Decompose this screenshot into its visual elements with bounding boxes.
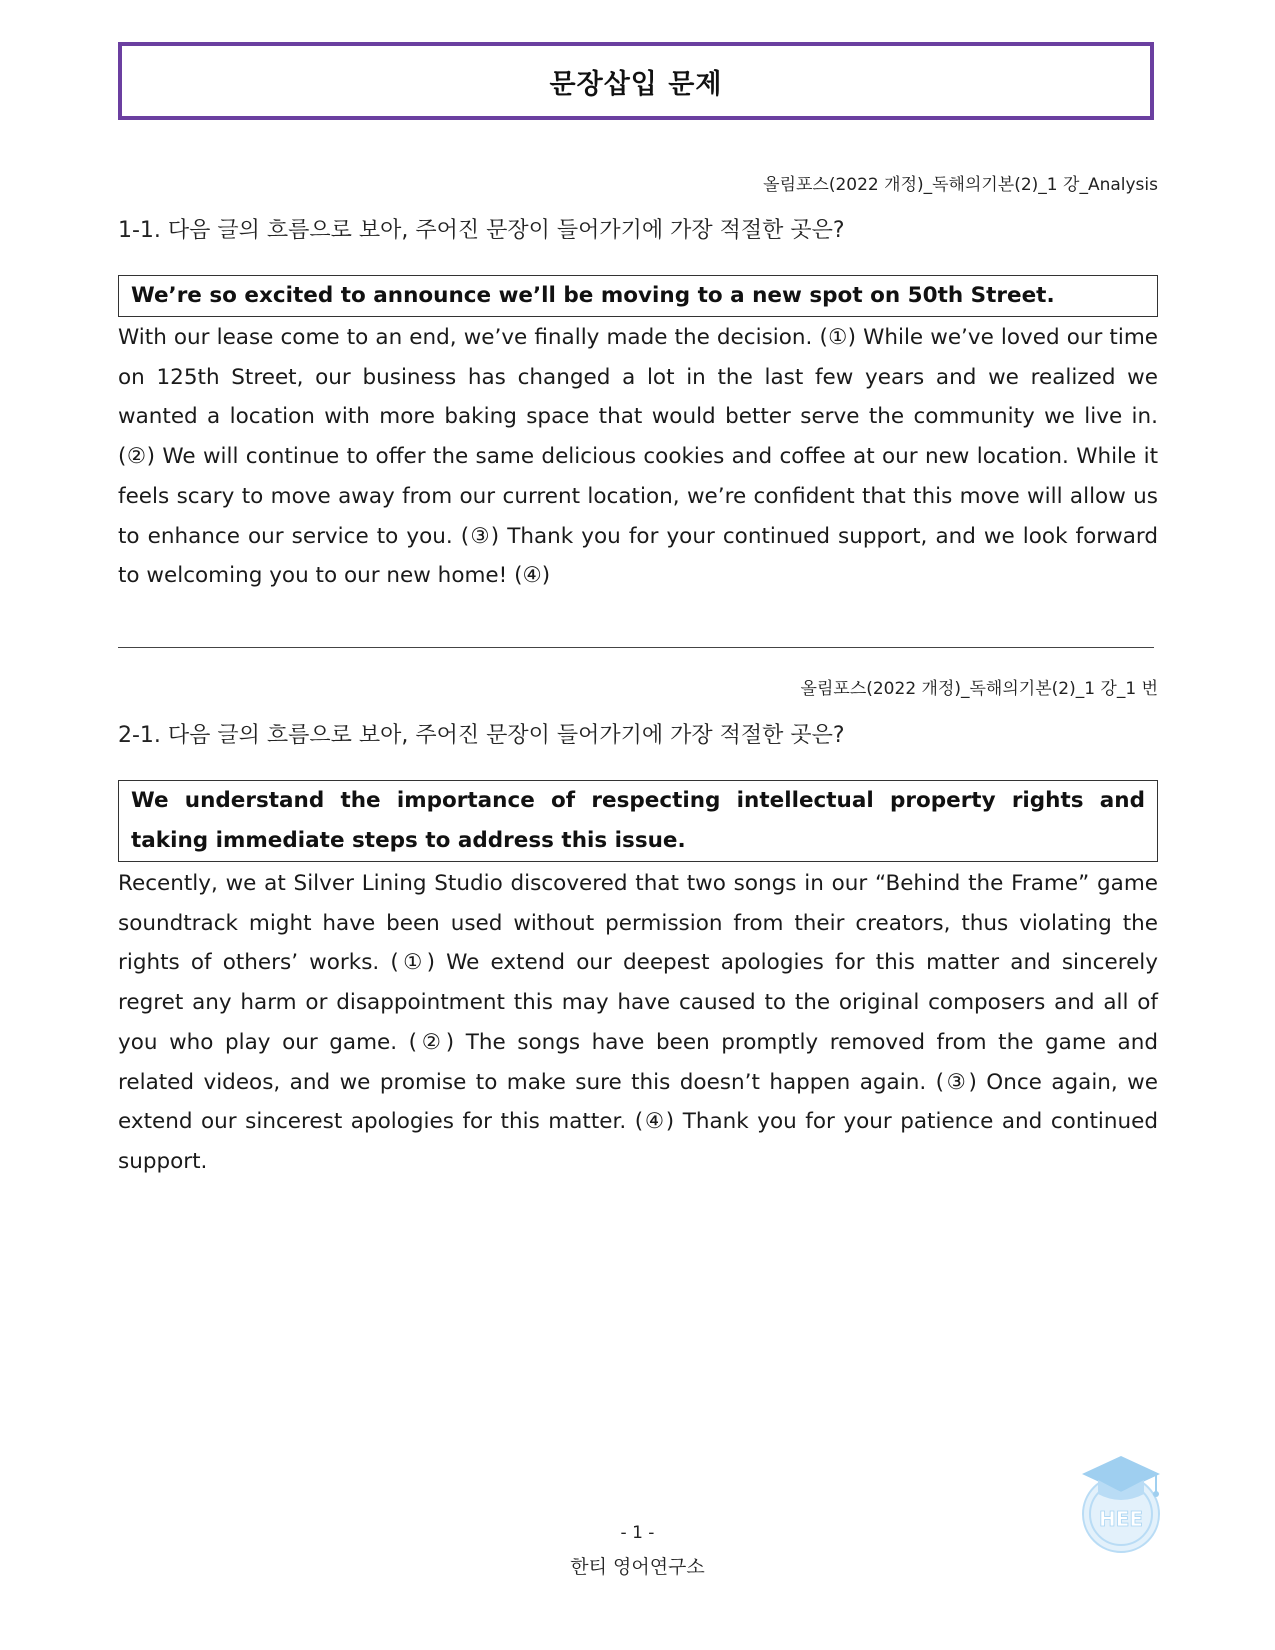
question-2-passage: Recently, we at Silver Lining Studio discovered that two songs in our “Behind the Frame” game soundtrack might have been used without permission from their creators, thus violating the rights of others’ works. (①) We extend our deepest apologies for this matter and sincerely regret any harm or disappointment this may have caused to the original composers and all of you who play our game. (②) The songs have been promptly removed from the game and related videos, and we promise to make sure this doesn’t happen again. (③) Once again, we extend our sincerest apologies for this matter. (④) Thank you for your patience and continued support. [118,871,1158,1174]
question-1-given-sentence: We’re so excited to announce we’ll be moving to a new spot on 50th Street. [118,275,1158,317]
title-box [118,42,1154,120]
page-title: 문장삽입 문제 [549,68,723,100]
graduation-cap-logo-icon [1078,1452,1164,1558]
question-1-passage: With our lease come to an end, we’ve finally made the decision. (①) While we’ve loved our time on 125th Street, our business has changed a lot in the last few years and we realized we wanted a location with more baking space that would better serve the community we live in. (②) We will continue to offer the same delicious cookies and coffee at our new location. While it feels scary to move away from our current location, we’re confident that this move will allow us to enhance our service to you. (③) Thank you for your continued support, and we look forward to welcoming you to our new home! (④) [118,325,1158,589]
page-number: - 1 - [620,1523,655,1543]
question-2-source: 올림포스(2022 개정)_독해의기본(2)_1 강_1 번 [800,679,1158,699]
question-1-prompt: 1-1. 다음 글의 흐름으로 보아, 주어진 문장이 들어가기에 가장 적절한 곳은? [118,218,845,243]
footer-organization: 한티 영어연구소 [570,1556,705,1578]
section-divider [118,647,1154,648]
question-2-prompt: 2-1. 다음 글의 흐름으로 보아, 주어진 문장이 들어가기에 가장 적절한 곳은? [118,723,845,748]
logo-text: HEE [1098,1507,1144,1531]
question-1-source: 올림포스(2022 개정)_독해의기본(2)_1 강_Analysis [763,175,1158,195]
question-2-given-sentence: We understand the importance of respecting intellectual property rights and taking immediate steps to address this issue. [118,780,1158,862]
